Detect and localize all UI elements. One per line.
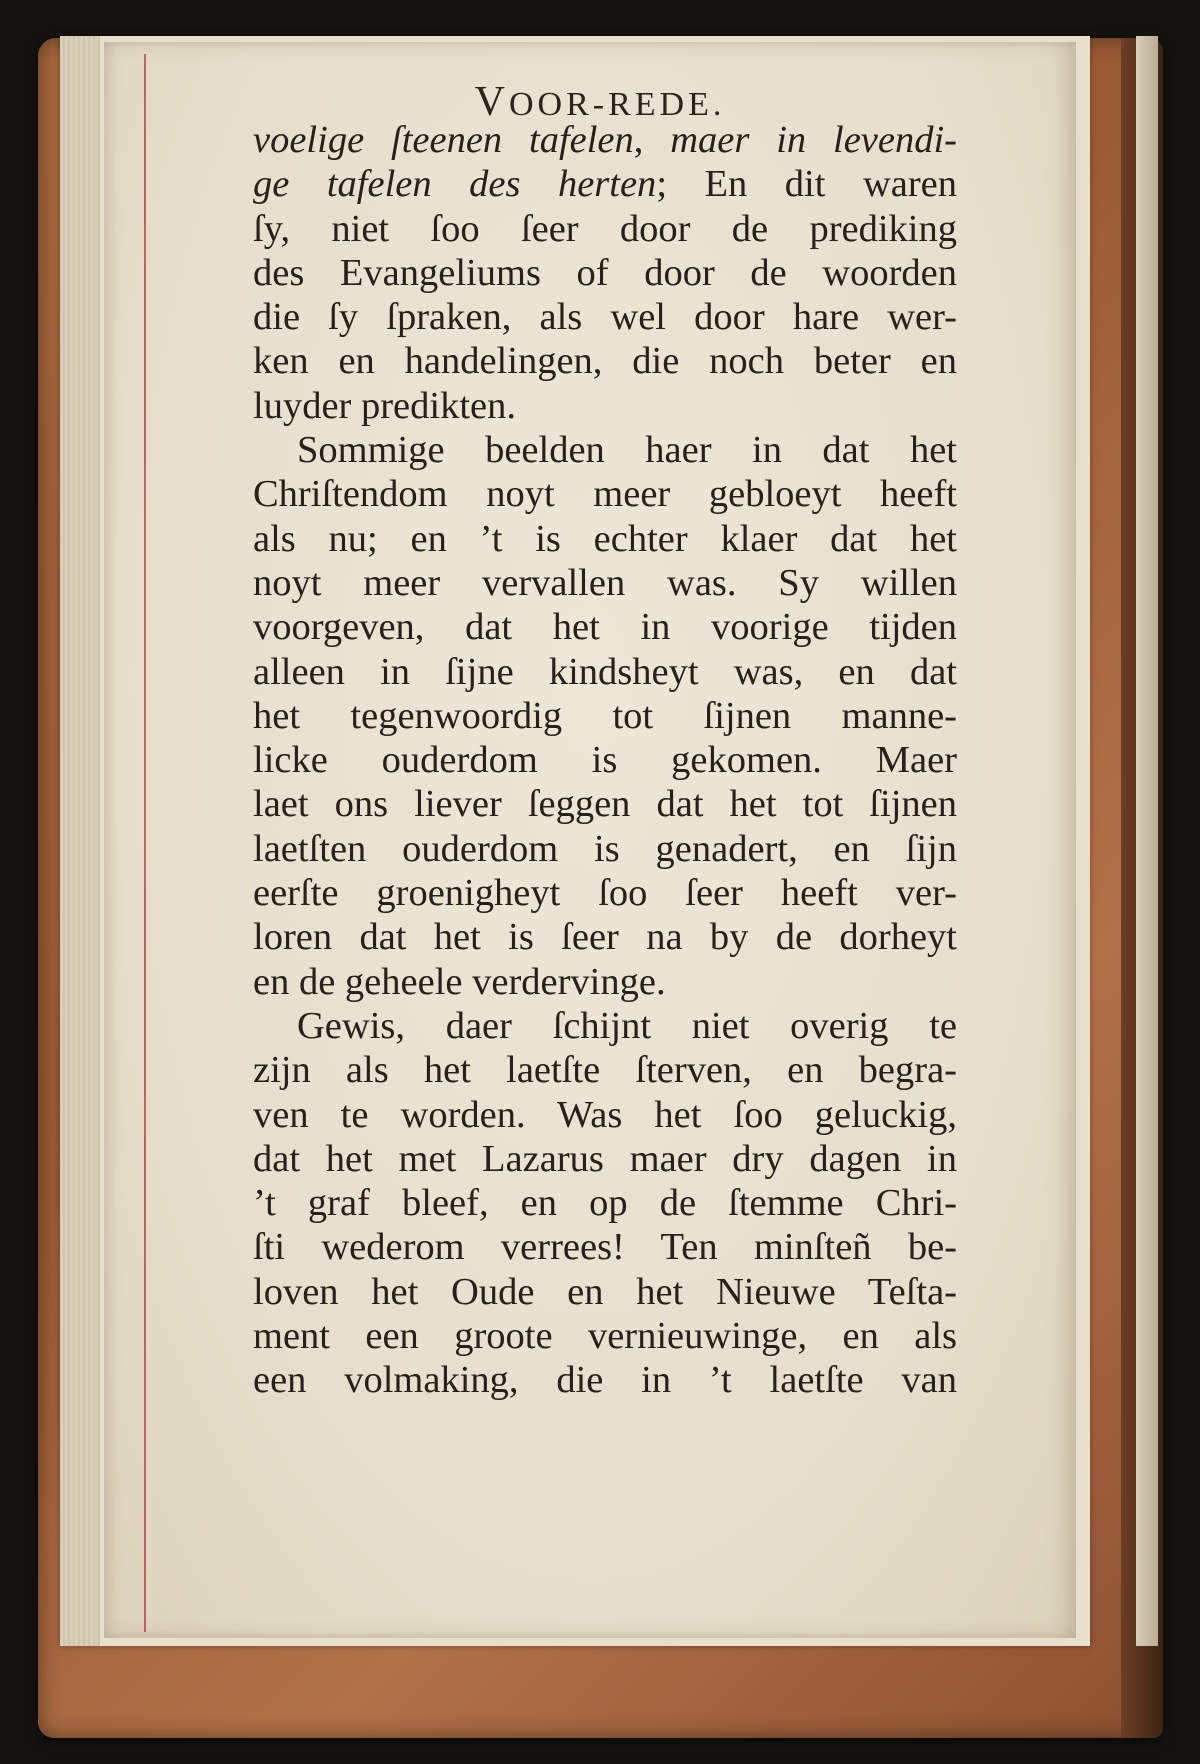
text-line — [253, 1048, 957, 1092]
text-line — [253, 1270, 957, 1314]
text-segment: des Evangeliums of door de woorden — [253, 251, 957, 294]
text-segment: dat het met Lazarus maer dry dagen in — [253, 1137, 957, 1180]
gutter-line — [144, 54, 146, 1632]
text-segment: het tegenwoordig tot ſijnen manne- — [253, 694, 957, 737]
text-line — [253, 782, 957, 826]
text-segment: een volmaking, die in ’t laetſte van — [253, 1359, 957, 1402]
text-line — [253, 207, 957, 251]
text-line — [253, 251, 957, 295]
text-line — [253, 871, 957, 915]
text-segment: ; En dit waren — [656, 163, 957, 206]
text-line — [253, 694, 957, 738]
text-segment: zijn als het laetſte ſterven, en begra- — [253, 1049, 957, 1092]
text-segment: Chriſtendom noyt meer gebloeyt heeft — [253, 473, 957, 516]
text-line — [253, 1358, 957, 1402]
page-edges — [60, 36, 100, 1646]
text-segment: , — [633, 119, 671, 161]
text-segment: Gewis, daer ſchijnt niet overig te — [297, 1004, 957, 1047]
text-segment: eerſte groenigheyt ſoo ſeer heeft ver- — [253, 872, 957, 915]
text-segment: ken en handelingen, die noch beter en — [253, 340, 957, 383]
text-line — [253, 738, 957, 782]
text-line — [253, 605, 957, 649]
text-segment: loren dat het is ſeer na by de dorheyt — [253, 916, 957, 959]
next-page-edge — [1136, 36, 1158, 1646]
text-segment: ven te worden. Was het ſoo geluckig, — [253, 1093, 957, 1136]
text-line — [253, 339, 957, 383]
text-segment: noyt meer vervallen was. Sy willen — [253, 561, 957, 604]
text-segment: en de geheele verdervinge. — [253, 960, 666, 1003]
text-line — [253, 1314, 957, 1358]
text-segment: die ſy ſpraken, als wel door hare wer- — [253, 296, 957, 339]
text-line — [253, 118, 957, 162]
text-segment: Sommige beelden haer in dat het — [297, 429, 957, 472]
text-line — [253, 915, 957, 959]
text-line — [253, 162, 957, 206]
text-segment: ſy, niet ſoo ſeer door de prediking — [253, 207, 957, 250]
text-line — [253, 1004, 957, 1048]
text-segment: ’t graf bleef, en op de ſtemme Chri- — [253, 1182, 957, 1225]
text-line — [253, 384, 957, 428]
text-line — [253, 472, 957, 516]
text-segment: loven het Oude en het Nieuwe Teſta- — [253, 1270, 957, 1313]
text-segment: ſti wederom verrees! Ten minſteñ be- — [253, 1226, 957, 1269]
text-line — [253, 650, 957, 694]
text-line — [253, 295, 957, 339]
text-segment: ment een groote vernieuwinge, en als — [253, 1315, 957, 1358]
text-segment: maer in levendi- — [670, 119, 957, 161]
text-segment: laetſten ouderdom is genadert, en ſijn — [253, 827, 957, 870]
text-line — [253, 1181, 957, 1225]
text-segment: laet ons liever ſeggen dat het tot ſijnen — [253, 783, 957, 826]
text-segment: als nu; en ’t is echter klaer dat het — [253, 517, 957, 560]
running-header-initial: V — [474, 79, 509, 125]
body-text — [253, 118, 957, 1403]
text-segment: licke ouderdom is gekomen. Maer — [253, 739, 957, 782]
text-line — [253, 1225, 957, 1269]
text-line — [253, 960, 957, 1004]
text-line — [253, 561, 957, 605]
text-segment: ge tafelen des herten — [253, 163, 657, 206]
text-segment: alleen in ſijne kindsheyt was, en dat — [253, 650, 957, 693]
text-segment: voorgeven, dat het in voorige tijden — [253, 606, 957, 649]
text-segment: voelige ſteenen tafelen — [253, 119, 634, 161]
text-line — [253, 428, 957, 472]
text-line — [253, 827, 957, 871]
text-line — [253, 517, 957, 561]
text-line — [253, 1137, 957, 1181]
text-line — [253, 1093, 957, 1137]
running-header-rest: OOR-REDE. — [508, 86, 726, 123]
text-segment: luyder predikten. — [253, 384, 516, 427]
